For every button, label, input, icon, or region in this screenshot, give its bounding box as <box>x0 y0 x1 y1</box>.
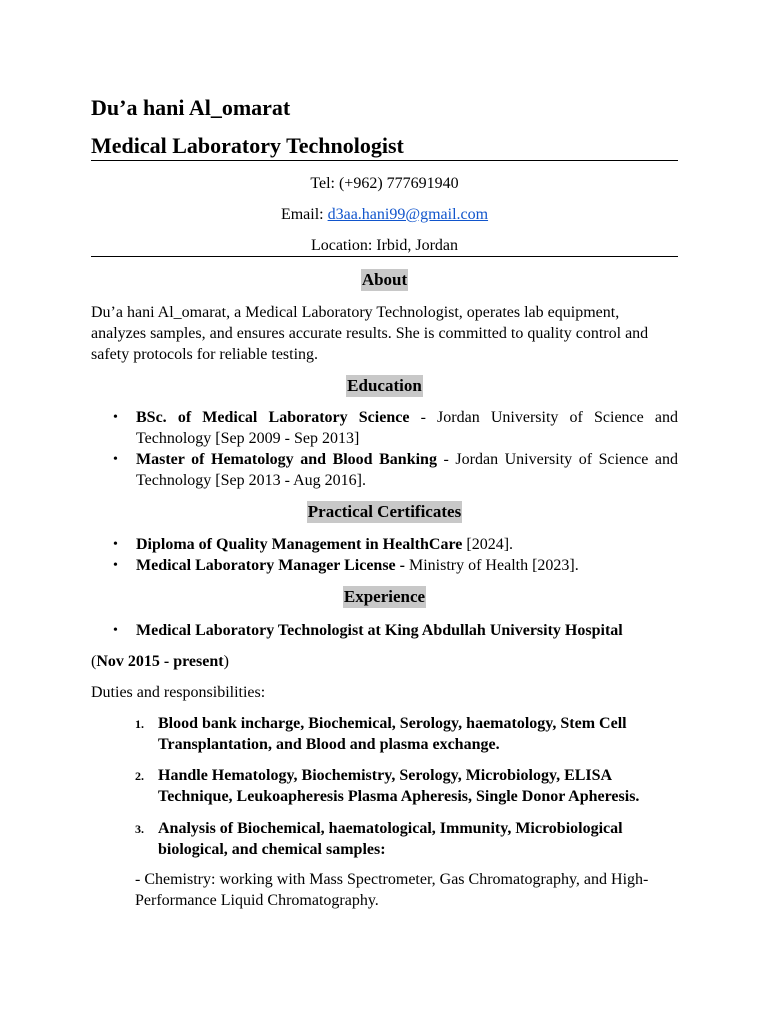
chemistry-note: - Chemistry: working with Mass Spectrometer, Gas Chromatography, and High-Performance Liquid Chromatography. <box>135 871 649 909</box>
bullet-icon: • <box>113 452 118 467</box>
contact-divider <box>91 256 678 257</box>
education-list <box>91 407 678 491</box>
certificate-name: Medical Laboratory Manager License - <box>136 557 409 574</box>
experience-heading: Experience <box>343 587 426 606</box>
certificates-heading: Practical Certificates <box>307 502 462 521</box>
candidate-name: Du’a hani Al_omarat <box>91 95 291 120</box>
duties-list <box>135 818 675 860</box>
contact-tel: Tel: (+962) 777691940 <box>310 175 459 192</box>
duty-text: Handle Hematology, Biochemistry, Serology, Microbiology, ELISA Technique, Leukoapheresis Plasma Apheresis, Single Donor Apheresis. <box>158 767 640 805</box>
experience-section-header <box>91 586 678 608</box>
position-title: Medical Laboratory Technologist at King Abdullah University Hospital <box>136 622 623 639</box>
about-heading: About <box>361 270 408 289</box>
bullet-icon: • <box>113 558 118 573</box>
contact-email <box>91 205 678 225</box>
list-item <box>91 620 678 641</box>
certificate-name: Diploma of Quality Management in HealthCare <box>136 536 463 553</box>
about-section-header <box>91 269 678 291</box>
education-heading: Education <box>347 376 422 395</box>
certificates-list <box>91 534 678 576</box>
certificate-detail: [2024]. <box>462 536 514 553</box>
list-item <box>135 765 675 807</box>
degree-detail: Jordan University of Science and Technology [Sep 2013 - Aug 2016]. <box>136 451 679 489</box>
list-item <box>91 534 678 555</box>
list-number: 1. <box>135 717 144 731</box>
duty-text: Blood bank incharge, Biochemical, Serology, haematology, Stem Cell Transplantation, and Blood and plasma exchange. <box>158 715 627 753</box>
experience-period: (Nov 2015 - present) <box>91 653 229 670</box>
experience-list <box>91 620 678 641</box>
list-number: 3. <box>135 822 144 836</box>
duties-list <box>135 713 675 755</box>
degree-detail: Jordan University of Science and Technology [Sep 2009 - Sep 2013] <box>136 409 679 447</box>
bullet-icon: • <box>113 410 118 425</box>
certificate-detail: Ministry of Health [2023]. <box>408 557 579 574</box>
duties-label: Duties and responsibilities: <box>91 684 266 701</box>
header-divider <box>91 160 678 161</box>
email-label: Email: <box>280 206 328 223</box>
list-number: 2. <box>135 769 144 783</box>
degree-name: Master of Hematology and Blood Banking <box>136 451 437 468</box>
list-item: • Master of Hematology and Blood Banking - Jordan University of Science and Technology [Sep 2013 - Aug 2016]. <box>113 451 679 489</box>
email-link[interactable]: d3aa.hani99@gmail.com <box>327 206 489 223</box>
certificates-section-header <box>91 501 678 523</box>
duties-list <box>135 765 675 807</box>
list-item <box>135 713 675 755</box>
list-item: • BSc. of Medical Laboratory Science - Jordan University of Science and Technology [Sep 2009 - Sep 2013] <box>113 409 679 447</box>
list-item <box>91 555 678 576</box>
list-item <box>135 818 675 860</box>
education-section-header <box>91 375 678 397</box>
bullet-icon: • <box>113 537 118 552</box>
duty-text: Analysis of Biochemical, haematological, Immunity, Microbiological biological, and chemical samples: <box>158 820 623 858</box>
about-text: Du’a hani Al_omarat, a Medical Laboratory Technologist, operates lab equipment, analyzes samples, and ensures accurate results. She is committed to quality control and safety protocols for reliable testing. <box>91 304 649 363</box>
job-title: Medical Laboratory Technologist <box>91 133 404 158</box>
bullet-icon: • <box>113 623 118 638</box>
contact-location: Location: Irbid, Jordan <box>310 237 459 254</box>
degree-name: BSc. of Medical Laboratory Science <box>136 409 410 426</box>
